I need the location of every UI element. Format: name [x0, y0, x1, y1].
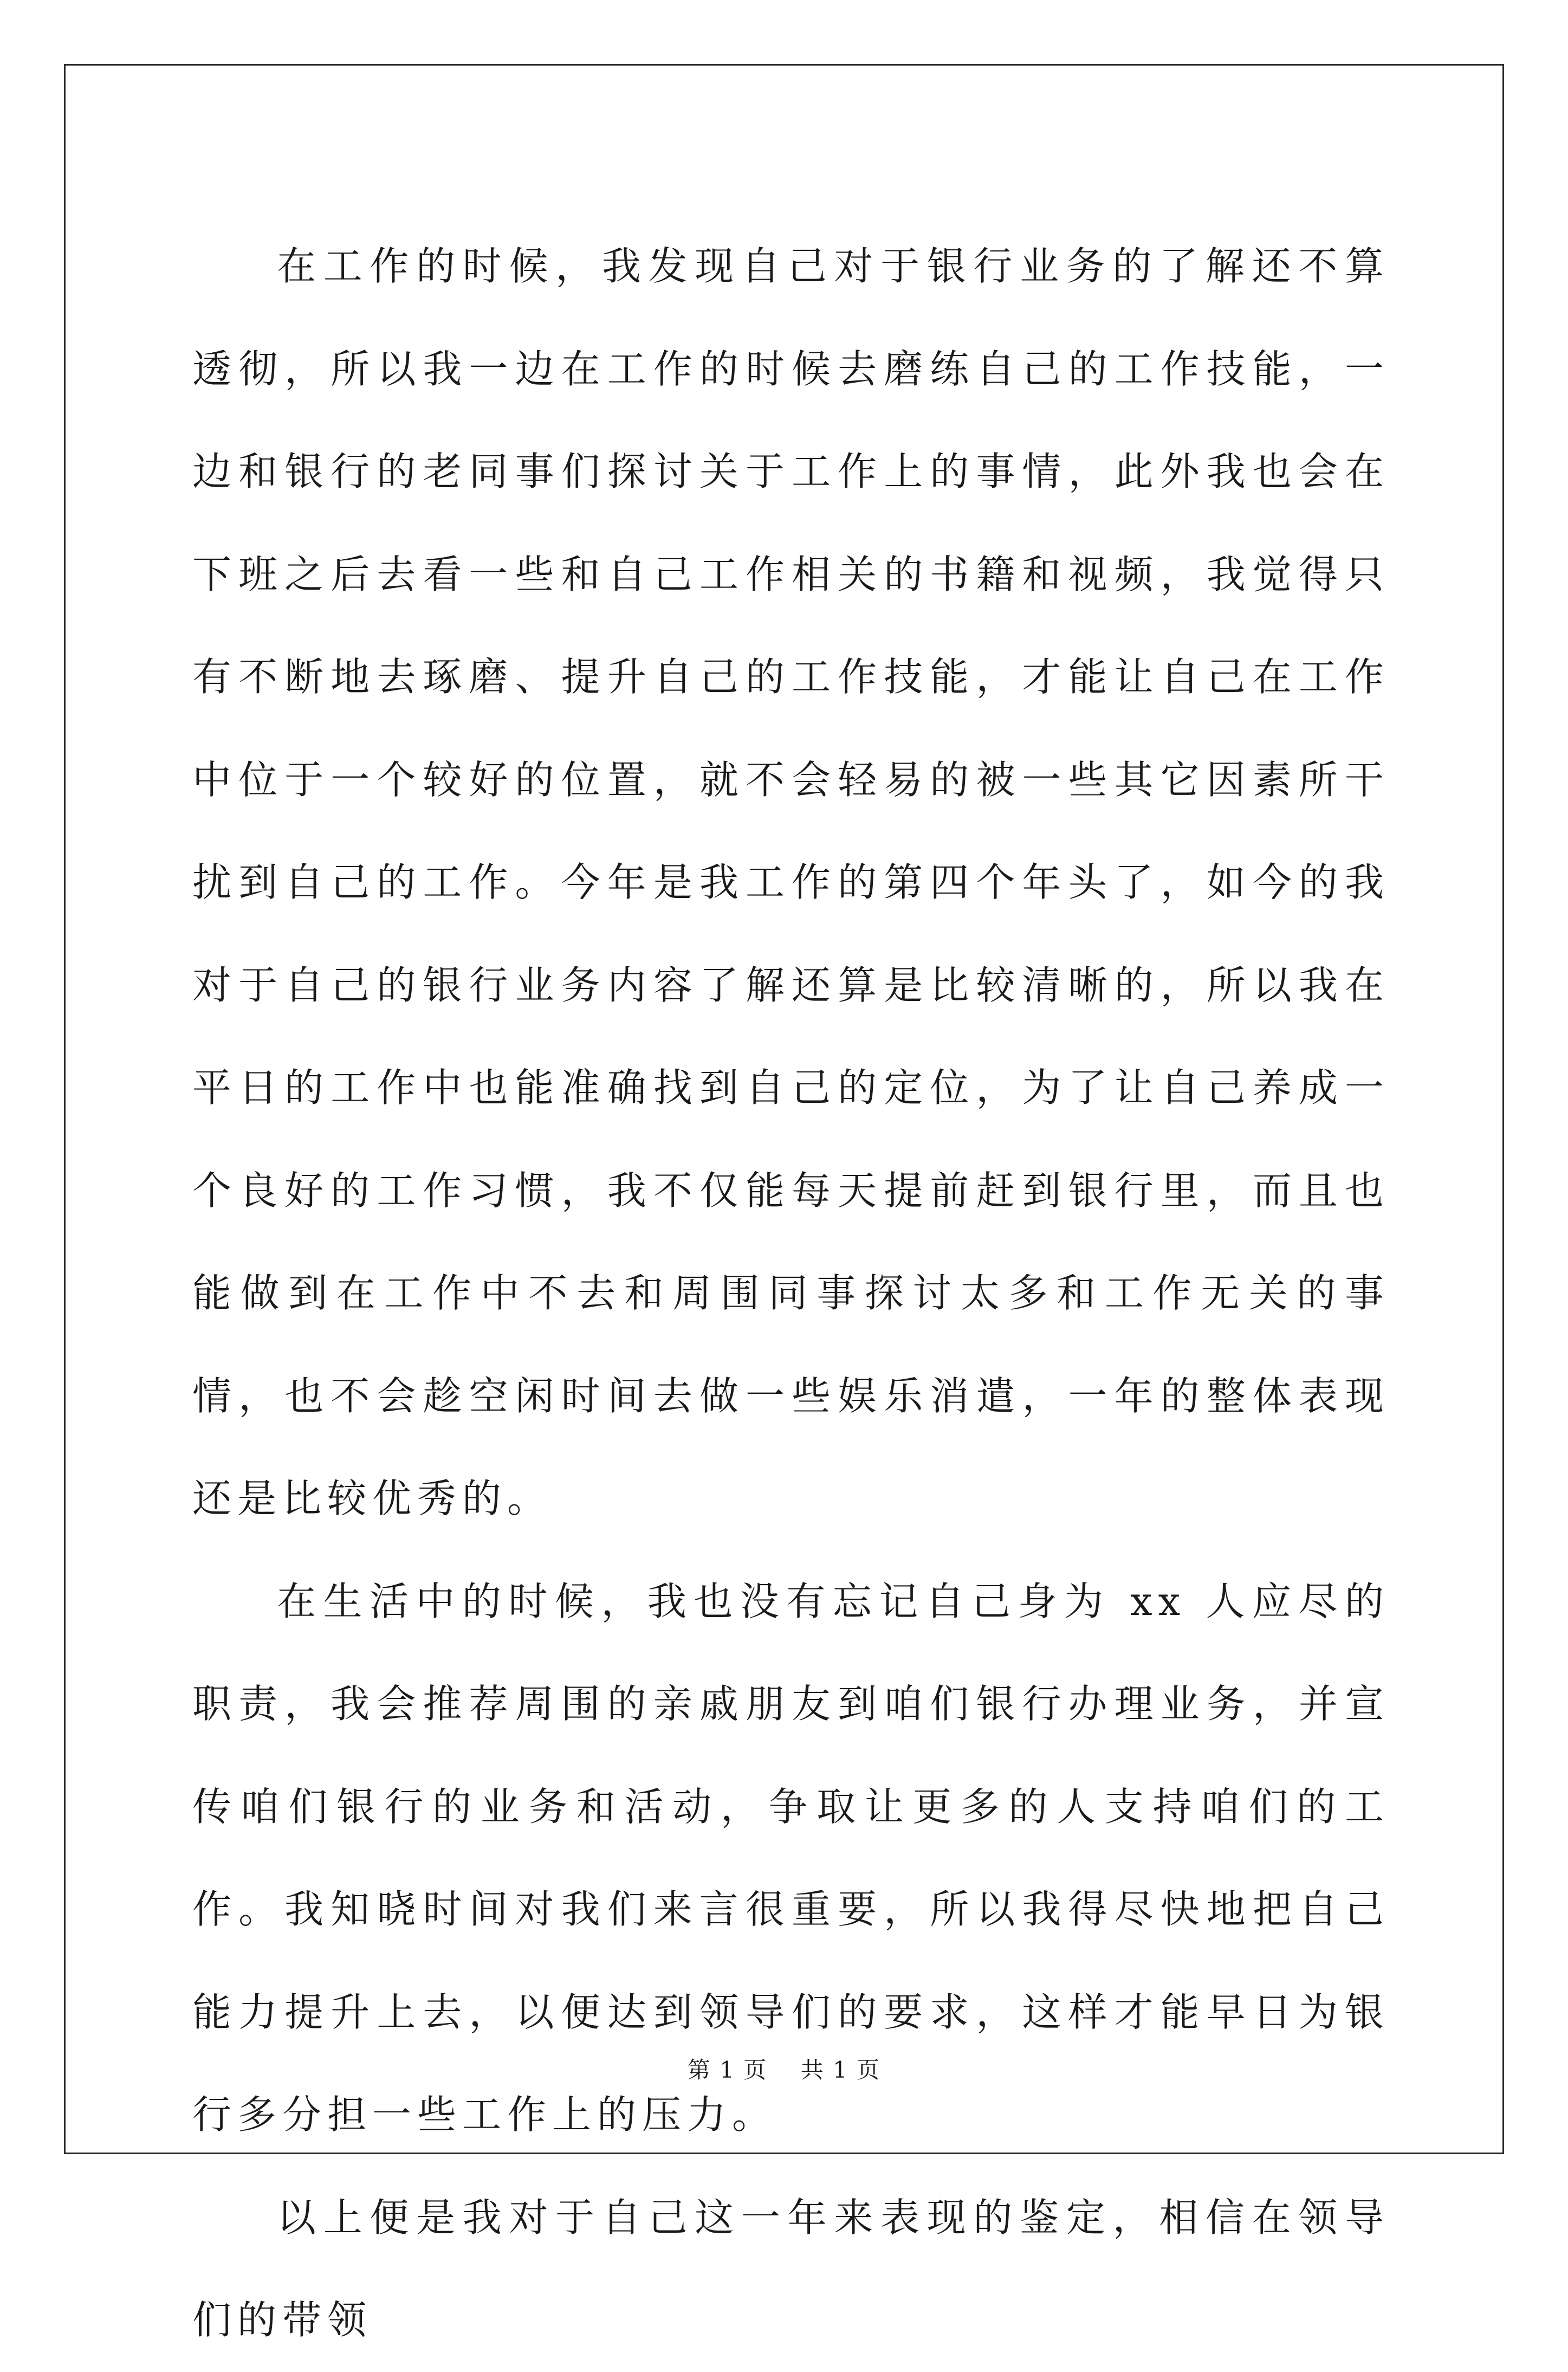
paragraph: 以上便是我对于自己这一年来表现的鉴定，相信在领导们的带领 — [192, 2194, 1390, 2343]
page-number: 第 1 页 — [687, 2057, 768, 2083]
paragraph: 在工作的时候，我发现自己对于银行业务的了解还不算透彻，所以我一边在工作的时候去磨练自己的工作技能，一边和银行的老同事们探讨关于工作上的事情，此外我也会在下班之后去看一些和自己工作相关的书籍和视频，我觉得只有不断地去琢磨、提升自己的工作技能，才能让自己在工作中位于一个较好的位置，就不会轻易的被一些其它因素所干扰到自己的工作。今年是我工作的第四个年头了，如今的我对于自己的银行业务内容了解还算是比较清晰的，所以我在平日的工作中也能准确找到自己的定位，为了让自己养成一个良好的工作习惯，我不仅能每天提前赶到银行里，而且也能做到在工作中不去和周围同事探讨太多和工作无关的事情，也不会趁空闲时间去做一些娱乐消遣，一年的整体表现还是比较优秀的。 — [192, 243, 1390, 1521]
page-footer — [0, 2052, 1568, 2085]
paragraph: 在生活中的时候，我也没有忘记自己身为 xx 人应尽的职责，我会推荐周围的亲戚朋友到咱们银行办理业务，并宣传咱们银行的业务和活动，争取让更多的人支持咱们的工作。我知晓时间对我们来言很重要，所以我得尽快地把自己能力提升上去，以便达到领导们的要求，这样才能早日为银行多分担一些工作上的压力。 — [192, 1578, 1390, 2137]
document-body — [192, 215, 1390, 2372]
page-total: 共 1 页 — [800, 2057, 881, 2083]
